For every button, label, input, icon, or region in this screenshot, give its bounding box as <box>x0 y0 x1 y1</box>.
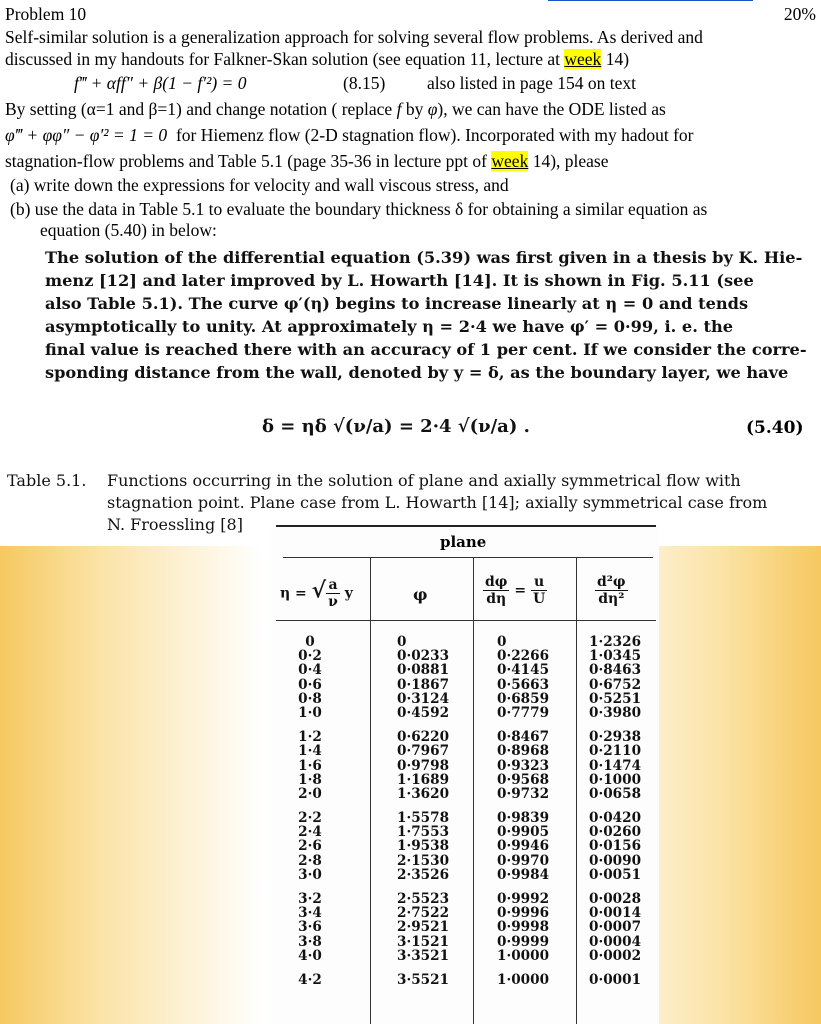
table-cell: 0·6752 <box>589 676 642 693</box>
table-group-label: plane <box>440 533 487 551</box>
table-cell: 0·0004 <box>589 933 642 950</box>
table-cell: 0 <box>305 634 315 650</box>
table-divider-2 <box>473 557 474 1024</box>
table-cell: 3·1521 <box>397 933 450 950</box>
table-cell: 0·0090 <box>589 852 642 869</box>
table-cell: 0·6220 <box>397 729 450 746</box>
table-cell: 0·9999 <box>497 933 550 950</box>
table-cell: 3·0 <box>298 866 322 883</box>
column-dphi <box>497 635 567 987</box>
table-cell: 3·5521 <box>397 971 450 988</box>
header-dphi: $\frac{d\varphi}{d\eta}$ = $\frac{u}{U}$ <box>485 574 546 607</box>
table-cell: 0·8 <box>298 690 322 707</box>
table-cell: 2·6 <box>298 838 322 855</box>
table-cell: 1·0000 <box>497 971 550 988</box>
table-cell: 1·0 <box>298 704 322 721</box>
table-cell: 4·0 <box>298 947 322 964</box>
table-cell: 2·7522 <box>397 905 450 922</box>
table-cell: 0·0881 <box>397 662 450 679</box>
table-cell: 1·5578 <box>397 810 450 827</box>
table-cell: 0·2266 <box>497 648 550 665</box>
column-eta <box>282 635 338 987</box>
table-cell: 2·0 <box>298 785 322 802</box>
table-cell: 0·4592 <box>397 704 450 721</box>
table-cell: 0 <box>397 634 407 650</box>
table-cell: 2·5523 <box>397 891 450 907</box>
table-cell: 0·6 <box>298 676 322 693</box>
table-cell: 0·0658 <box>589 785 642 802</box>
table-cell: 0 <box>497 634 507 650</box>
table-cell: 3·6 <box>298 919 322 936</box>
header-phi: φ <box>413 585 428 604</box>
table-cell: 0·9905 <box>497 824 550 841</box>
table-top-rule <box>276 525 656 527</box>
table-cell: 0·0420 <box>589 810 642 827</box>
book-excerpt: The solution of the differential equation (5.39) was first given in a thesis by K. Hie- menz [12] and later improved by L. Howarth [14]. It is shown in Fig. 5.11 (see also Table 5.1). The curve φ′(η) begins to increase linearly at η = 0 and tends asymptotically to unity. At approximately η = 2·4 we have φ′ = 0·99, i. e. the final value is reached there with an accuracy of 1 per cent. If we consider the corre- sponding distance from the wall, denoted by y = δ, as the boundary layer, we have <box>45 248 807 382</box>
falkner-skan-equation: f‴ + αff″ + β(1 − f′²) = 0 <box>74 73 247 93</box>
table-cell: 1·4 <box>298 743 322 760</box>
table-cell: 1·1689 <box>397 771 450 788</box>
table-cell: 0·0233 <box>397 648 450 665</box>
table-cell: 0·8463 <box>589 662 642 679</box>
table-cell: 1·9538 <box>397 838 450 855</box>
table-cell: 0·2110 <box>589 743 642 760</box>
table-cell: 3·4 <box>298 905 322 922</box>
table-group-rule <box>283 557 653 558</box>
hiemenz-ode: φ‴ + φφ″ − φ′² = 1 = 0 <box>5 125 168 145</box>
equation-number-540: (5.40) <box>746 418 804 438</box>
table-cell: 0·2 <box>298 648 322 665</box>
table-cell: 3·8 <box>298 933 322 950</box>
table-cell: 1·2326 <box>589 634 642 650</box>
column-d2phi <box>589 635 659 987</box>
table-cell: 1·6 <box>298 757 322 774</box>
table-cell: 0·0001 <box>589 971 642 988</box>
problem-header <box>5 4 816 25</box>
week-highlight[interactable]: week <box>564 49 602 69</box>
table-cell: 0·9946 <box>497 838 550 855</box>
header-eta: η = √ $\frac{a}{\nu}$ y <box>280 577 353 610</box>
table-cell: 0·3980 <box>589 704 642 721</box>
table-cell: 1·7553 <box>397 824 450 841</box>
equation-note: also listed in page 154 on text <box>427 73 636 93</box>
table-cell: 0·5663 <box>497 676 550 693</box>
table-cell: 0·0156 <box>589 838 642 855</box>
table-cell: 1·0000 <box>497 947 550 964</box>
table-cell: 0·9732 <box>497 785 550 802</box>
question-a: (a) write down the expressions for velocity and wall viscous stress, and <box>10 175 509 195</box>
table-cell: 0·0007 <box>589 919 642 936</box>
table-cell: 0·9998 <box>497 919 550 936</box>
table-cell: 0·3124 <box>397 690 450 707</box>
table-cell: 0·2938 <box>589 729 642 746</box>
prose-line-1: Self-similar solution is a generalization approach for solving several flow problems. As derived and <box>5 27 703 47</box>
table-cell: 0·9970 <box>497 852 550 869</box>
table-cell: 1·2 <box>298 729 322 746</box>
table-cell: 1·3620 <box>397 785 450 802</box>
table-cell: 0·8467 <box>497 729 550 746</box>
table-cell: 0·7967 <box>397 743 450 760</box>
table-cell: 0·4145 <box>497 662 550 679</box>
table-cell: 3·2 <box>298 891 322 907</box>
table-cell: 0·6859 <box>497 690 550 707</box>
prose-line-4: By setting (α=1 and β=1) and change notation ( replace f by φ), we can have the ODE listed as <box>5 99 666 119</box>
table-cell: 2·2 <box>298 810 322 827</box>
problem-title: Problem 10 <box>5 4 87 24</box>
table-divider-3 <box>576 557 577 1024</box>
prose-line-5: φ‴ + φφ″ − φ′² = 1 = 0 for Hiemenz flow (2-D stagnation flow). Incorporated with my hadout for <box>5 125 694 145</box>
table-caption-label: Table 5.1. <box>7 471 87 490</box>
equation-number-815: (8.15) <box>343 73 386 93</box>
top-link-underline <box>548 0 753 1</box>
problem-weight: 20% <box>783 4 816 24</box>
table-cell: 0·9984 <box>497 866 550 883</box>
table-cell: 2·8 <box>298 852 322 869</box>
table-cell: 2·9521 <box>397 919 450 936</box>
table-cell: 3·3521 <box>397 947 450 964</box>
table-cell: 1·8 <box>298 771 322 788</box>
table-cell: 0·1867 <box>397 676 450 693</box>
table-cell: 0·8968 <box>497 743 550 760</box>
table-cell: 0·0028 <box>589 891 642 907</box>
header-d2phi: $\frac{\text{d²φ}}{\text{dη²}}$ <box>597 574 626 607</box>
week-highlight-2[interactable]: week <box>491 151 529 171</box>
equation-540: δ = ηδ √(ν/a) = 2·4 √(ν/a) . <box>262 416 530 437</box>
table-cell: 0·9568 <box>497 771 550 788</box>
table-cell: 0·0051 <box>589 866 642 883</box>
question-b-line-1: (b) use the data in Table 5.1 to evaluate the boundary thickness δ for obtaining a similar equation as <box>10 199 708 219</box>
table-cell: 0·0014 <box>589 905 642 922</box>
prose-line-2: discussed in my handouts for Falkner-Skan solution (see equation 11, lecture at week 14) <box>5 49 630 69</box>
table-cell: 1·0345 <box>589 648 642 665</box>
table-cell: 0·9839 <box>497 810 550 827</box>
table-header-rule <box>276 620 656 621</box>
table-cell: 2·3526 <box>397 866 450 883</box>
column-phi <box>397 635 467 987</box>
table-cell: 0·0260 <box>589 824 642 841</box>
table-cell: 0·0002 <box>589 947 642 964</box>
table-cell: 0·1474 <box>589 757 642 774</box>
table-cell: 0·1000 <box>589 771 642 788</box>
table-cell: 2·4 <box>298 824 322 841</box>
table-cell: 0·7779 <box>497 704 550 721</box>
table-cell: 0·4 <box>298 662 322 679</box>
table-caption: Functions occurring in the solution of plane and axially symmetrical flow with stagnation point. Plane case from L. Howarth [14]; axially symmetrical case from N. Froessling [8] <box>107 471 768 534</box>
question-b-line-2: equation (5.40) in below: <box>40 220 217 240</box>
prose-line-6: stagnation-flow problems and Table 5.1 (page 35-36 in lecture ppt of week 14), please <box>5 151 609 171</box>
table-divider-1 <box>370 557 371 1024</box>
table-cell: 0·9798 <box>397 757 450 774</box>
table-cell: 2·1530 <box>397 852 450 869</box>
table-cell: 0·9992 <box>497 891 550 907</box>
table-cell: 4·2 <box>298 971 322 988</box>
table-cell: 0·9323 <box>497 757 550 774</box>
table-cell: 0·5251 <box>589 690 642 707</box>
table-cell: 0·9996 <box>497 905 550 922</box>
